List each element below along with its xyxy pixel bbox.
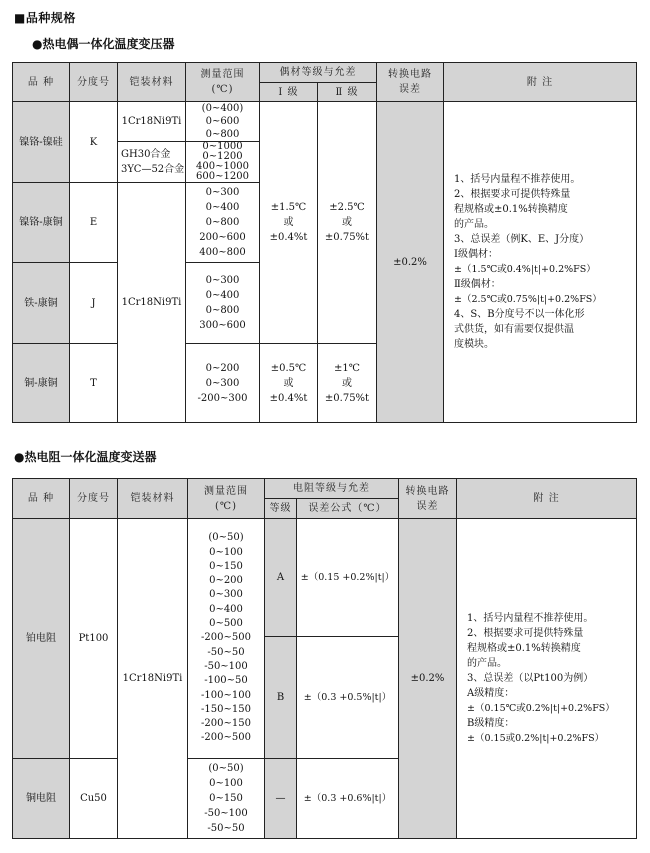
t2-head-formula: 误差公式（℃） [297, 499, 399, 519]
t1-grade1-main: ±1.5℃ 或 ±0.4%t [260, 102, 318, 344]
t2-notes: 1、括号内量程不推荐使用。 2、根据要求可提供特殊量 程规格或±0.1%转换精度 的产品。 3、总误差（以Pt100为例） A级精度： ±（0.15℃或0.2%|t|+0.2%FS） B级精度： ±（0.15或0.2%|t|+0.2%FS） [457, 519, 637, 839]
t2-conv: ±0.2% [399, 519, 457, 839]
t2-range-cu: (0~50) 0~100 0~150 -50~100 -50~50 [188, 759, 265, 839]
t1-head-grade1: Ⅰ 级 [260, 83, 318, 102]
t1-index-t: T [70, 344, 118, 423]
t2-index-cu: Cu50 [70, 759, 118, 839]
t2-formula-b: ±（0.3 +0.5%|t|） [297, 637, 399, 759]
t1-variety-e: 镍铬-康铜 [13, 183, 70, 263]
t1-head-index: 分度号 [70, 63, 118, 102]
table1-title: ●热电偶一体化温度变压器 [32, 37, 175, 51]
t2-head-armor: 铠装材料 [118, 479, 188, 519]
t2-index-pt: Pt100 [70, 519, 118, 759]
t2-level-b: B [265, 637, 297, 759]
t1-grade1-t: ±0.5℃ 或 ±0.4%t [260, 344, 318, 423]
t1-index-j: J [70, 263, 118, 344]
t1-variety-j: 铁-康铜 [13, 263, 70, 344]
t1-range-t: 0~200 0~300 -200~300 [186, 344, 260, 423]
t1-armor-k2: GH30合金 3YC—52合金 [118, 142, 186, 183]
thermocouple-table [12, 62, 637, 423]
t2-formula-cu: ±（0.3 +0.6%|t|） [297, 759, 399, 839]
t2-head-grade: 电阻等级与允差 [265, 479, 399, 499]
table2-title: ●热电阻一体化温度变送器 [14, 450, 157, 464]
t1-conv: ±0.2% [377, 102, 444, 423]
t1-range-j: 0~300 0~400 0~800 300~600 [186, 263, 260, 344]
t1-range-k2: 0~1000 0~1200 400~1000 600~1200 [186, 142, 260, 183]
t2-head-index: 分度号 [70, 479, 118, 519]
t1-head-conv: 转换电路误差 [377, 63, 444, 102]
t1-notes: 1、括号内量程不推荐使用。 2、根据要求可提供特殊量 程规格或±0.1%转换精度 的产品。 3、总误差（例K、E、J分度） Ⅰ级偶材： ±（1.5℃或0.4%|t|+0.2%FS） Ⅱ级偶材： ±（2.5℃或0.75%|t|+0.2%FS） 4、S、B分度号不以一体化形 式供货，如有需要仅提供温 度模块。 [444, 102, 637, 423]
t1-grade2-t: ±1℃ 或 ±0.75%t [318, 344, 377, 423]
t1-head-grade2: Ⅱ 级 [318, 83, 377, 102]
section-title: ■品种规格 [14, 11, 76, 25]
t2-armor: 1Cr18Ni9Ti [118, 519, 188, 839]
t2-variety-pt: 铂电阻 [13, 519, 70, 759]
t2-head-note: 附 注 [457, 479, 637, 519]
t1-head-variety: 品 种 [13, 63, 70, 102]
t1-head-armor: 铠装材料 [118, 63, 186, 102]
t1-index-e: E [70, 183, 118, 263]
t2-level-cu: — [265, 759, 297, 839]
t1-index-k: K [70, 102, 118, 183]
t2-variety-cu: 铜电阻 [13, 759, 70, 839]
t1-armor-shared: 1Cr18Ni9Ti [118, 183, 186, 423]
t2-level-a: A [265, 519, 297, 637]
t1-head-note: 附 注 [444, 63, 637, 102]
t1-range-k1: (0~400) 0~600 0~800 [186, 102, 260, 142]
t1-range-e: 0~300 0~400 0~800 200~600 400~800 [186, 183, 260, 263]
t2-head-variety: 品 种 [13, 479, 70, 519]
t1-head-grade: 偶材等级与允差 [260, 63, 377, 83]
t2-head-conv: 转换电路误差 [399, 479, 457, 519]
t1-armor-k1: 1Cr18Ni9Ti [118, 102, 186, 142]
t2-range-pt: (0~50) 0~100 0~150 0~200 0~300 0~400 0~500 -200~500 -50~50 -50~100 -100~50 -100~100 -150~150 -200~150 -200~500 [188, 519, 265, 759]
t1-grade2-main: ±2.5℃ 或 ±0.75%t [318, 102, 377, 344]
t2-formula-a: ±（0.15 +0.2%|t|） [297, 519, 399, 637]
t1-variety-t: 铜-康铜 [13, 344, 70, 423]
rtd-table [12, 478, 637, 839]
t1-variety-k: 镍铬-镍硅 [13, 102, 70, 183]
t1-head-range: 测量范围 (℃) [186, 63, 260, 102]
t2-head-range: 测量范围 (℃) [188, 479, 265, 519]
t2-head-level: 等级 [265, 499, 297, 519]
